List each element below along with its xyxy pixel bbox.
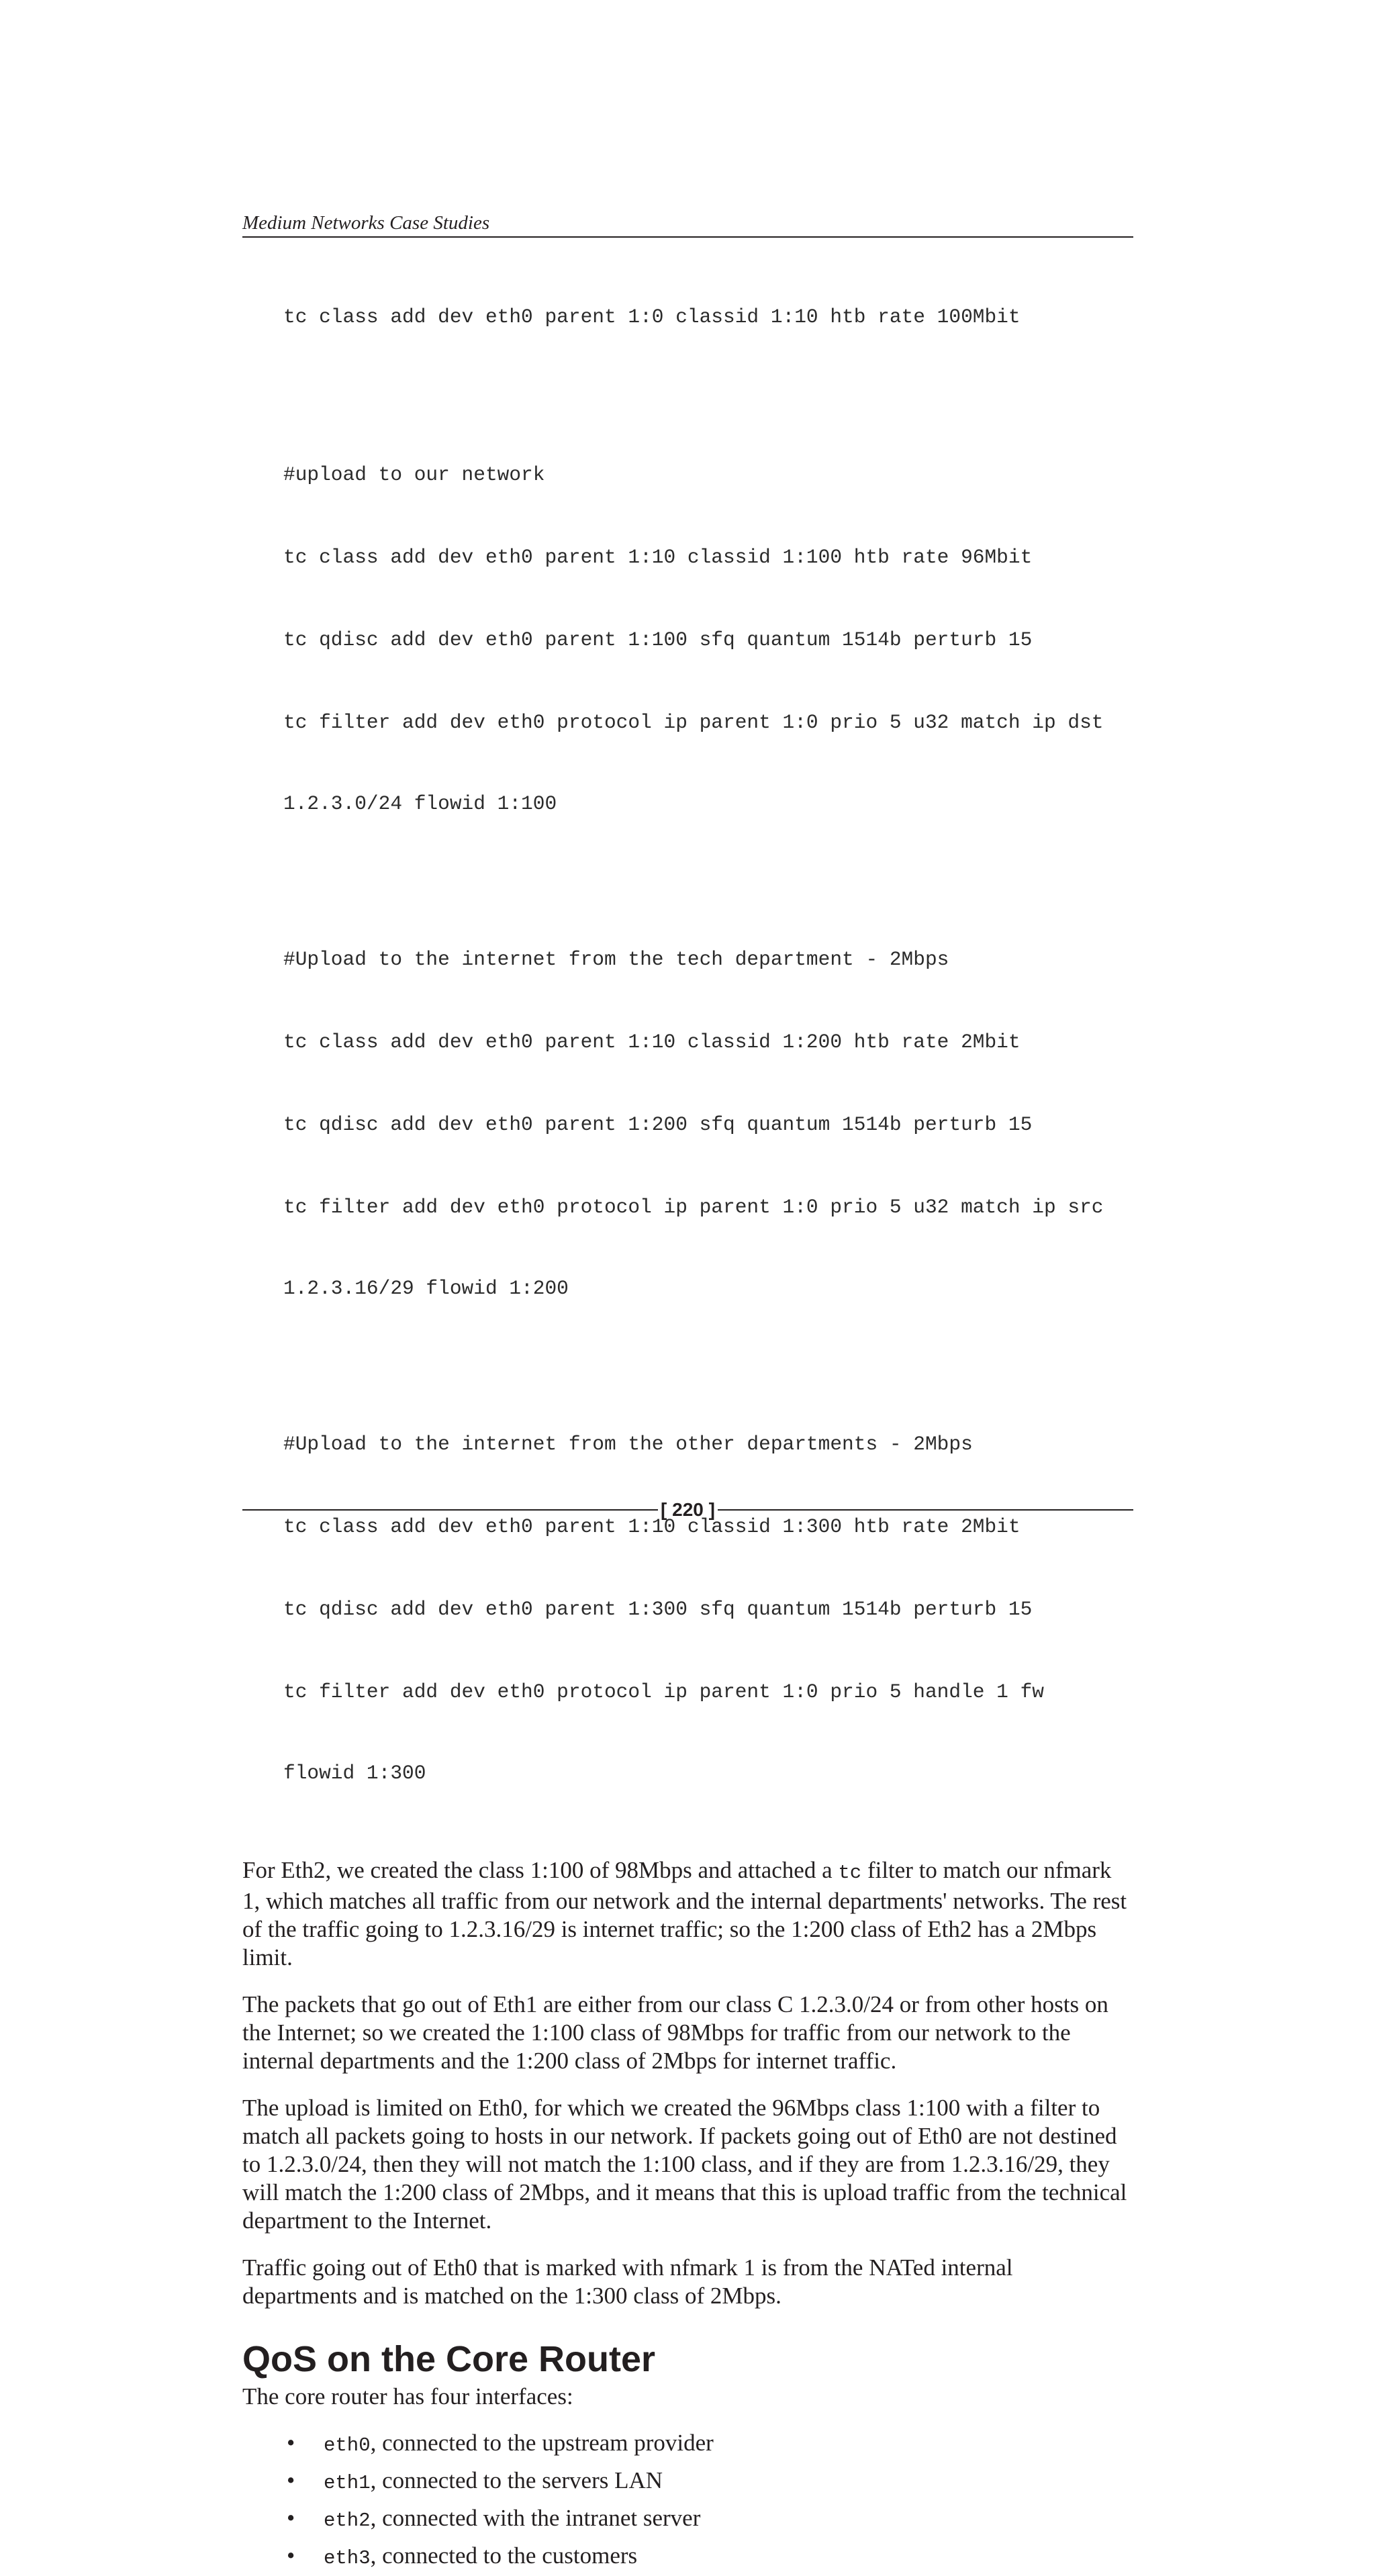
- code-group-3: [242, 891, 1133, 1355]
- list-item-text: , connected to the customers: [370, 2542, 638, 2569]
- code-group-2: [242, 406, 1133, 871]
- bullet-icon: •: [287, 2467, 295, 2493]
- list-item-text: , connected to the upstream provider: [370, 2430, 714, 2456]
- code-line: tc class add dev eth0 parent 1:0 classid 1:10 htb rate 100Mbit: [283, 305, 1021, 328]
- inline-code: eth1: [324, 2472, 371, 2494]
- code-listing: [242, 248, 1133, 1840]
- bullet-icon: •: [287, 2430, 295, 2456]
- list-item: [242, 2538, 1133, 2576]
- code-group-4: [242, 1376, 1133, 1840]
- paragraph-eth2: [242, 1856, 1133, 1972]
- bullet-icon: •: [287, 2542, 295, 2569]
- list-item: [242, 2501, 1133, 2538]
- code-line: tc qdisc add dev eth0 parent 1:200 sfq quantum 1514b perturb 15: [283, 1113, 1033, 1136]
- running-header: Medium Networks Case Studies: [242, 211, 1133, 238]
- page-footer: [242, 1496, 1133, 1523]
- code-line: tc filter add dev eth0 protocol ip parent 1:0 prio 5 handle 1 fw: [283, 1680, 1044, 1703]
- inline-code: eth3: [324, 2547, 371, 2569]
- page-number: [ 220 ]: [661, 1499, 715, 1520]
- paragraph-eth0-upload: The upload is limited on Eth0, for which we created the 96Mbps class 1:100 with a filter to match all packets going to hosts in our network. If packets going out of Eth0 are not destined to 1.2.3.0/24, then they will not match the 1:100 class, and if they are from 1.2.3.16/29, they will match the 1:200 class of 2Mbps, and it means that this is upload traffic from the technical department to the Internet.: [242, 2095, 1127, 2234]
- code-line-continuation: 1.2.3.0/24 flowid 1:100: [283, 792, 557, 815]
- code-line-continuation: 1.2.3.16/29 flowid 1:200: [283, 1277, 569, 1300]
- code-comment: #Upload to the internet from the other departments - 2Mbps: [283, 1433, 973, 1456]
- code-line: tc class add dev eth0 parent 1:10 classid 1:100 htb rate 96Mbit: [283, 546, 1033, 569]
- code-line: tc class add dev eth0 parent 1:10 classid 1:200 htb rate 2Mbit: [283, 1031, 1021, 1053]
- code-group-1: [242, 248, 1133, 386]
- inline-code: tc: [838, 1862, 862, 1884]
- section-heading: QoS on the Core Router: [242, 2339, 656, 2379]
- code-line: tc qdisc add dev eth0 parent 1:100 sfq quantum 1514b perturb 15: [283, 628, 1033, 651]
- paragraph-text: filter to match our nfmark 1, which matches all traffic from our network and the internal departments' networks. The rest of the traffic going to 1.2.3.16/29 is internet traffic; so the 1:200 class of Eth2 has a 2Mbps limit.: [242, 1857, 1127, 1970]
- inline-code: eth0: [324, 2434, 371, 2456]
- code-line-continuation: flowid 1:300: [283, 1762, 426, 1784]
- footer-rule-right: [718, 1509, 1133, 1511]
- code-line: tc class add dev eth0 parent 1:10 classid 1:300 htb rate 2Mbit: [283, 1515, 1021, 1538]
- list-item-text: , connected to the servers LAN: [370, 2467, 663, 2493]
- body-text: [242, 1856, 1133, 2310]
- section-intro: The core router has four interfaces:: [242, 2383, 573, 2410]
- book-page: [242, 211, 1133, 2576]
- code-line: tc qdisc add dev eth0 parent 1:300 sfq quantum 1514b perturb 15: [283, 1598, 1033, 1621]
- list-item: [242, 2426, 1133, 2463]
- code-line: tc filter add dev eth0 protocol ip parent 1:0 prio 5 u32 match ip dst: [283, 711, 1104, 734]
- footer-rule-left: [242, 1509, 658, 1511]
- code-comment: #upload to our network: [283, 463, 545, 486]
- interface-list: [242, 2426, 1133, 2576]
- code-line: tc filter add dev eth0 protocol ip parent 1:0 prio 5 u32 match ip src: [283, 1196, 1104, 1219]
- bullet-icon: •: [287, 2505, 295, 2531]
- paragraph-text: For Eth2, we created the class 1:100 of 98Mbps and attached a: [242, 1857, 839, 1883]
- paragraph-eth0-nfmark: Traffic going out of Eth0 that is marked with nfmark 1 is from the NATed internal departments and is matched on the 1:300 class of 2Mbps.: [242, 2254, 1013, 2309]
- inline-code: eth2: [324, 2510, 371, 2532]
- list-item: [242, 2463, 1133, 2501]
- list-item-text: , connected with the intranet server: [370, 2505, 701, 2531]
- paragraph-eth1: The packets that go out of Eth1 are either from our class C 1.2.3.0/24 or from other hosts on the Internet; so we created the 1:100 class of 98Mbps for traffic from our network to the internal departments and the 1:200 class of 2Mbps for internet traffic.: [242, 1991, 1108, 2074]
- code-comment: #Upload to the internet from the tech department - 2Mbps: [283, 948, 949, 971]
